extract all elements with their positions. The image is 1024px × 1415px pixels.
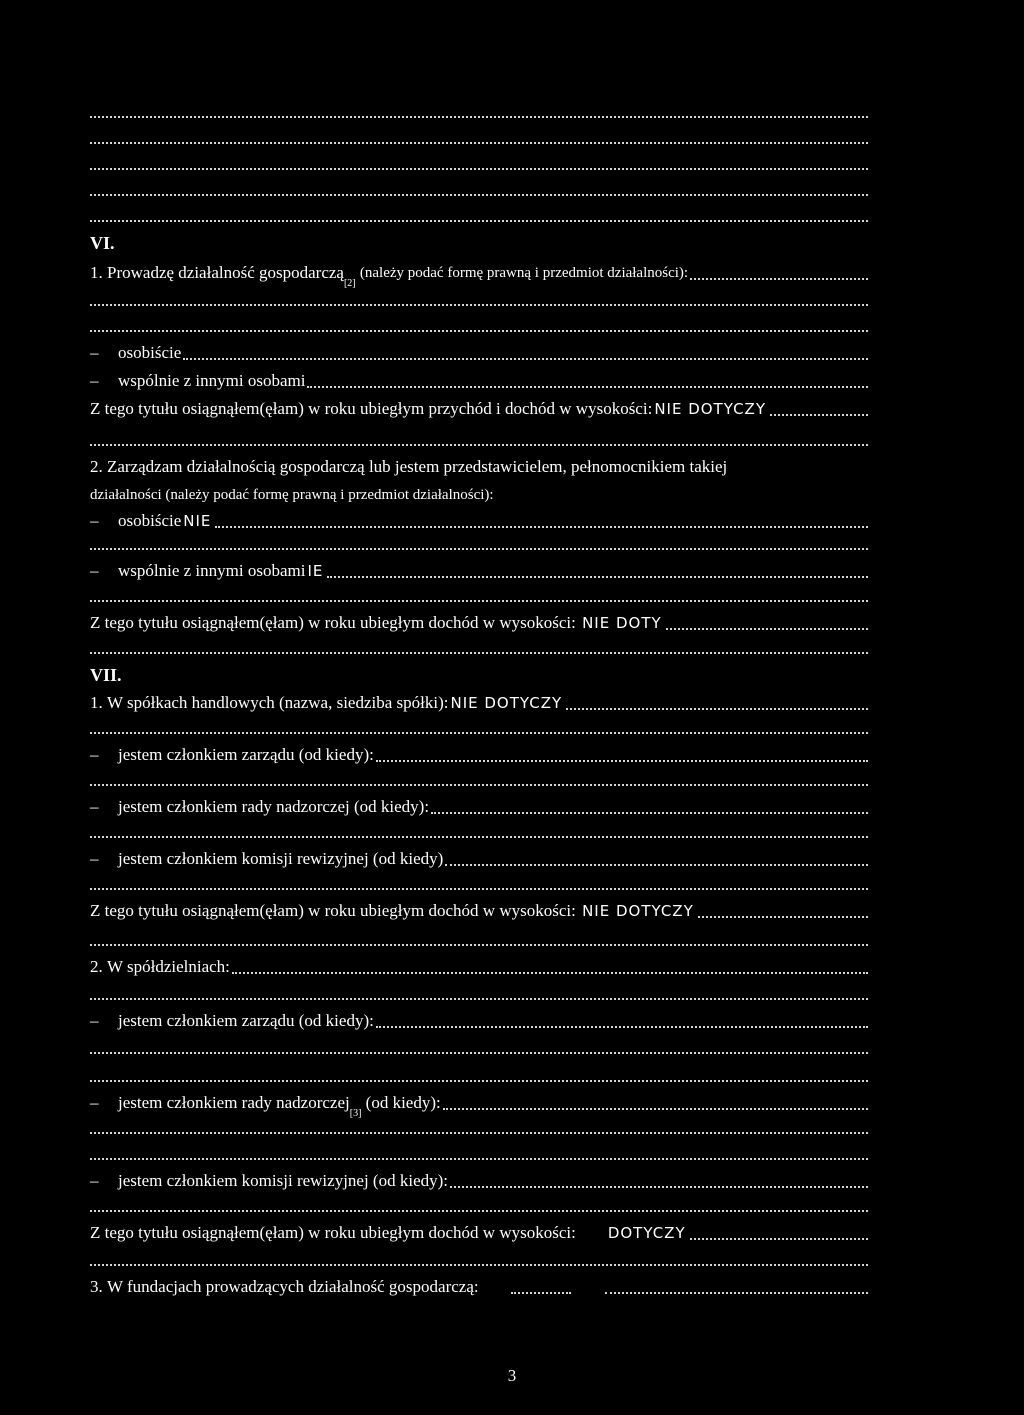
section-vi-title: VI. bbox=[90, 233, 115, 253]
handwritten-answer: NIE bbox=[183, 512, 212, 530]
joint-label: wspólnie z innymi osobami bbox=[118, 371, 306, 390]
answer-field[interactable] bbox=[183, 358, 868, 360]
handwritten-answer: DOTYCZY bbox=[607, 1224, 686, 1242]
dotted-line bbox=[90, 194, 868, 196]
handwritten-answer: NIE DOTY bbox=[582, 614, 662, 632]
audit-label: jestem członkiem komisji rewizyjnej (od kiedy) bbox=[118, 849, 444, 868]
vii-item2-audit-row: – jestem członkiem komisji rewizyjnej (od kiedy): bbox=[90, 1166, 870, 1192]
vi-item2-row2 bbox=[90, 480, 870, 506]
section-vii-title: VII. bbox=[90, 665, 122, 685]
income-text: Z tego tytułu osiągnąłem(ęłam) w roku ubiegłym dochód w wysokości: bbox=[90, 613, 576, 632]
dotted-line bbox=[90, 168, 868, 170]
vi-item2-personal-row: – osobiście NIE bbox=[90, 506, 870, 532]
dotted-line bbox=[90, 116, 868, 118]
answer-field[interactable] bbox=[232, 972, 868, 974]
dotted-line bbox=[90, 1264, 868, 1266]
answer-field[interactable] bbox=[307, 386, 868, 388]
answer-field[interactable] bbox=[376, 1026, 868, 1028]
audit-label: jestem członkiem komisji rewizyjnej (od kiedy): bbox=[118, 1171, 448, 1190]
vi-item2-income-row bbox=[90, 608, 870, 634]
page-number: 3 bbox=[507, 1366, 517, 1385]
dotted-line bbox=[90, 444, 868, 446]
income-text: Z tego tytułu osiągnąłem(ęłam) w roku ubiegłym przychód i dochód w wysokości: bbox=[90, 399, 653, 418]
dotted-line bbox=[90, 1052, 868, 1054]
dotted-line bbox=[90, 220, 868, 222]
income-text: Z tego tytułu osiągnąłem(ęłam) w roku ubiegłym dochód w wysokości: bbox=[90, 1223, 576, 1242]
vi-item1-income-row bbox=[90, 394, 870, 420]
dotted-line bbox=[90, 142, 868, 144]
answer-field[interactable] bbox=[770, 414, 868, 416]
dotted-line bbox=[90, 304, 868, 306]
dotted-line bbox=[90, 548, 868, 550]
answer-field[interactable] bbox=[450, 1186, 868, 1188]
vi-item2-note: działalności (należy podać formę prawną i przedmiot działalności): bbox=[90, 487, 494, 503]
vi-item2-row bbox=[90, 452, 870, 478]
supervisory-label: jestem członkiem rady nadzorczej (od kiedy): bbox=[118, 797, 430, 816]
vi-item1-personal-row: – osobiście bbox=[90, 338, 870, 364]
vii-item1-board-row: – jestem członkiem zarządu (od kiedy): bbox=[90, 740, 870, 766]
personal-label: osobiście bbox=[118, 511, 182, 530]
section-vi-heading bbox=[90, 228, 870, 254]
dotted-line bbox=[90, 784, 868, 786]
handwritten-answer: NIE DOTYCZY bbox=[450, 694, 563, 712]
vii-item1-income-row bbox=[90, 896, 870, 922]
dotted-line bbox=[90, 944, 868, 946]
dotted-line bbox=[90, 836, 868, 838]
dotted-line bbox=[90, 1158, 868, 1160]
vii-item2-row bbox=[90, 952, 870, 978]
vii-item2-supervisory-row: – jestem członkiem rady nadzorczej [3] (od kiedy): bbox=[90, 1088, 870, 1114]
answer-field[interactable] bbox=[605, 1292, 868, 1294]
item-number: 1. bbox=[90, 693, 103, 712]
item-number: 2. bbox=[90, 457, 103, 476]
answer-field[interactable] bbox=[690, 1238, 868, 1240]
vii-item1-audit-row: – jestem członkiem komisji rewizyjnej (od kiedy) bbox=[90, 844, 870, 870]
vi-item1-text: Prowadzę działalność gospodarczą bbox=[107, 263, 344, 282]
vii-item3-text: W fundacjach prowadzących działalność gospodarczą: bbox=[107, 1277, 479, 1296]
answer-field[interactable] bbox=[215, 526, 868, 528]
personal-label: osobiście bbox=[118, 343, 182, 362]
dotted-line bbox=[90, 888, 868, 890]
board-label: jestem członkiem zarządu (od kiedy): bbox=[118, 745, 374, 764]
vi-item1-row: 1. Prowadzę działalność gospodarczą [2] (należy podać formę prawną i przedmiot działalności): bbox=[90, 258, 870, 284]
vii-item2-text: W spółdzielniach: bbox=[107, 957, 230, 976]
item-number: 3. bbox=[90, 1277, 103, 1296]
supervisory-suffix: (od kiedy): bbox=[365, 1093, 441, 1112]
answer-field[interactable] bbox=[327, 576, 868, 578]
vii-item1-row bbox=[90, 688, 870, 714]
item-number: 1. bbox=[90, 263, 103, 282]
vi-item1-note: (należy podać formę prawną i przedmiot działalności): bbox=[359, 265, 689, 281]
answer-field[interactable] bbox=[443, 1108, 868, 1110]
dotted-line bbox=[90, 732, 868, 734]
vii-item3-row bbox=[90, 1272, 870, 1298]
answer-field[interactable] bbox=[666, 628, 868, 630]
vii-item1-text: W spółkach handlowych (nazwa, siedziba spółki): bbox=[107, 693, 449, 712]
answer-field[interactable] bbox=[445, 864, 868, 866]
section-vii-heading bbox=[90, 660, 870, 686]
supervisory-label: jestem członkiem rady nadzorczej bbox=[118, 1093, 350, 1112]
dotted-line bbox=[90, 1132, 868, 1134]
joint-label: wspólnie z innymi osobami bbox=[118, 561, 306, 580]
answer-field[interactable] bbox=[511, 1292, 571, 1294]
vi-item2-joint-row: – wspólnie z innymi osobami IE bbox=[90, 556, 870, 582]
dotted-line bbox=[90, 1080, 868, 1082]
dotted-line bbox=[90, 998, 868, 1000]
handwritten-answer: IE bbox=[307, 562, 324, 580]
answer-field[interactable] bbox=[698, 916, 868, 918]
dotted-line bbox=[90, 600, 868, 602]
answer-field[interactable] bbox=[690, 278, 868, 280]
vi-item1-joint-row: – wspólnie z innymi osobami bbox=[90, 366, 870, 392]
vii-item2-board-row: – jestem członkiem zarządu (od kiedy): bbox=[90, 1006, 870, 1032]
vii-item2-income-row bbox=[90, 1218, 870, 1244]
item-number: 2. bbox=[90, 957, 103, 976]
dotted-line bbox=[90, 330, 868, 332]
answer-field[interactable] bbox=[566, 708, 868, 710]
answer-field[interactable] bbox=[376, 760, 868, 762]
handwritten-answer: NIE DOTYCZY bbox=[654, 400, 766, 418]
handwritten-answer: NIE DOTYCZY bbox=[582, 902, 694, 920]
dotted-line bbox=[90, 1210, 868, 1212]
dotted-line bbox=[90, 652, 868, 654]
income-text: Z tego tytułu osiągnąłem(ęłam) w roku ubiegłym dochód w wysokości: bbox=[90, 901, 576, 920]
vii-item1-supervisory-row: – jestem członkiem rady nadzorczej (od kiedy): bbox=[90, 792, 870, 818]
vi-item2-text: Zarządzam działalnością gospodarczą lub jestem przedstawicielem, pełnomocnikiem takiej bbox=[107, 457, 728, 476]
answer-field[interactable] bbox=[431, 812, 868, 814]
board-label: jestem członkiem zarządu (od kiedy): bbox=[118, 1011, 374, 1030]
